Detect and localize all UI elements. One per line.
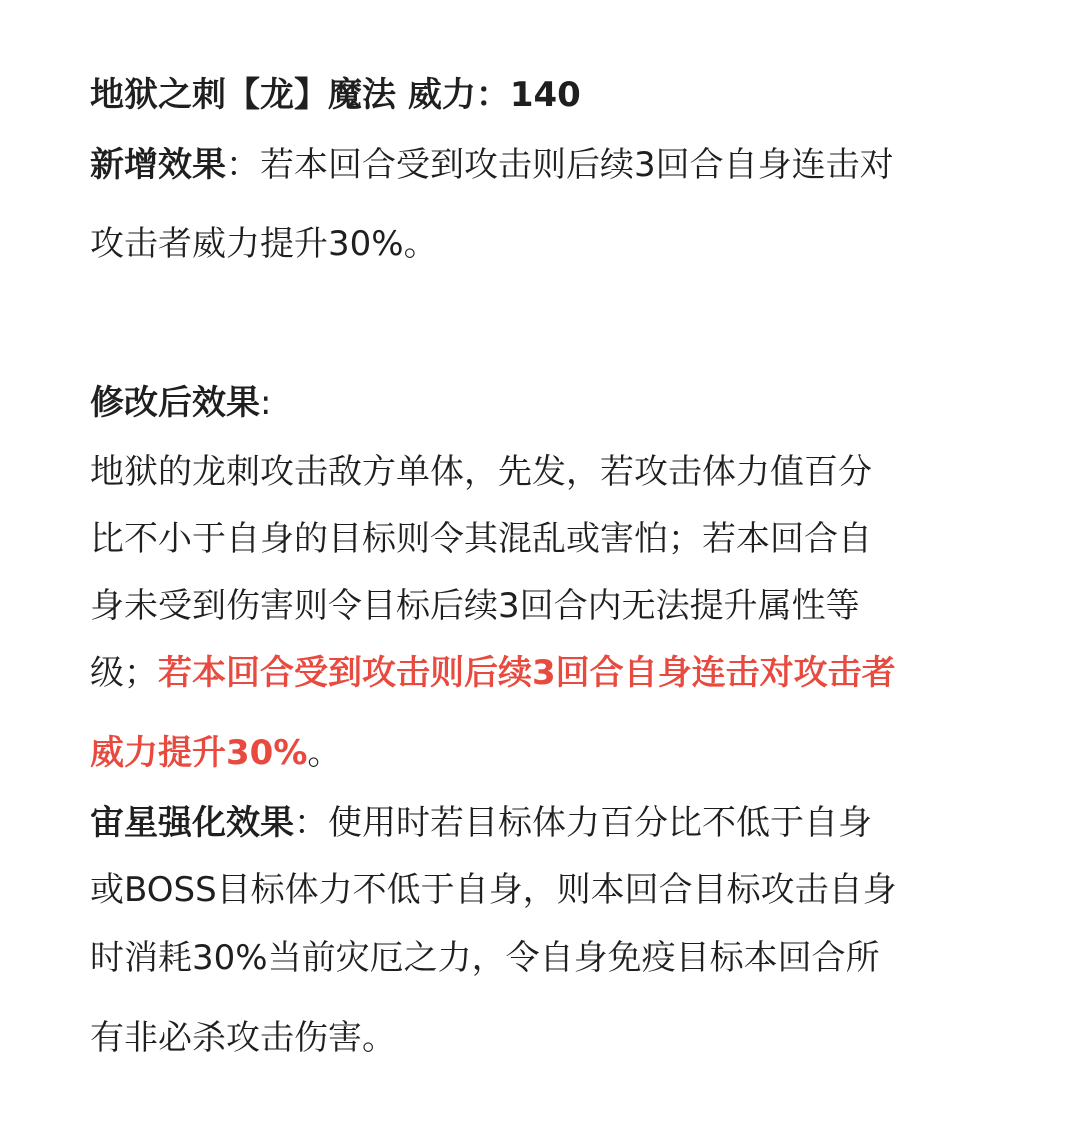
star-effect-line-4: 有非必杀攻击伤害。: [90, 1018, 396, 1058]
skill-heading: 地狱之刺【龙】魔法 威力：140: [90, 75, 581, 115]
new-effect-colon: ：: [226, 145, 260, 185]
modified-effect-line-5: [90, 733, 990, 773]
new-effect-text: 若本回合受到攻击则后续3回合自身连击对: [260, 145, 894, 185]
highlighted-text-part-2: 威力提升30%: [90, 733, 308, 773]
modified-effect-line-2: 比不小于自身的目标则令其混乱或害怕；若本回合自: [90, 519, 872, 559]
star-effect-colon: ：: [294, 803, 328, 843]
highlighted-text-part-1: 若本回合受到攻击则后续3回合自身连击对攻击者: [158, 653, 896, 693]
modified-effect-label: 修改后效果: [90, 383, 260, 423]
modified-effect-line-4: [90, 653, 990, 693]
modified-effect-line-3: 身未受到伤害则令目标后续3回合内无法提升属性等: [90, 586, 860, 626]
modified-effect-colon: :: [260, 383, 272, 423]
star-effect-line-3: 时消耗30%当前灾厄之力，令自身免疫目标本回合所: [90, 938, 880, 978]
star-effect-first-text: 使用时若目标体力百分比不低于自身: [328, 803, 872, 843]
modified-effect-line-1: 地狱的龙刺攻击敌方单体，先发，若攻击体力值百分: [90, 452, 872, 492]
modified-effect-period: 。: [307, 733, 342, 773]
star-effect-label: 宙星强化效果: [90, 803, 294, 843]
star-effect-line-2: 或BOSS目标体力不低于自身，则本回合目标攻击自身: [90, 870, 897, 910]
modified-effect-heading: [90, 383, 990, 423]
new-effect-line-2: 攻击者威力提升30%。: [90, 224, 438, 264]
new-effect-label: 新增效果: [90, 145, 226, 185]
star-effect-line-1: [90, 803, 990, 843]
new-effect-line-1: [90, 145, 990, 185]
modified-effect-prefix: 级；: [90, 653, 158, 693]
